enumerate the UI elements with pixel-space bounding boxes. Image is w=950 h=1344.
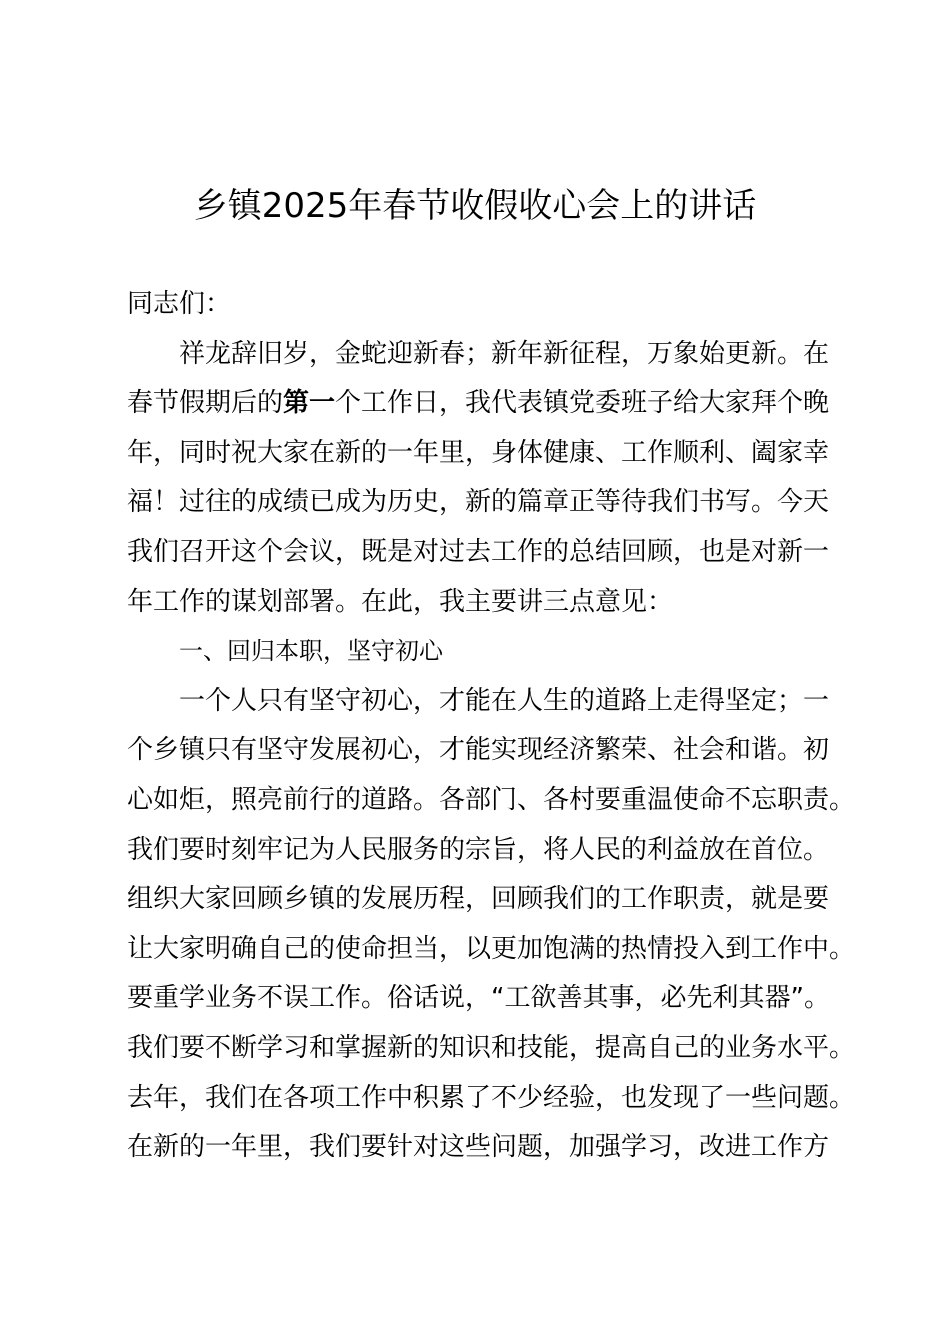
paragraph-line: 年工作的谋划部署。在此，我主要讲三点意见： <box>127 586 674 617</box>
paragraph-intro <box>127 330 847 628</box>
paragraph-line: 福！过往的成绩已成为历史，新的篇章正等待我们书写。今天 <box>127 487 830 518</box>
paragraph-line: 我们召开这个会议，既是对过去工作的总结回顾，也是对新一 <box>127 536 830 567</box>
section-heading: 一、回归本职，坚守初心 <box>179 637 443 666</box>
paragraph-section1 <box>127 677 856 1173</box>
paragraph-line: 去年，我们在各项工作中积累了不少经验，也发现了一些问题。 <box>127 1082 856 1113</box>
paragraph-line: 一个人只有坚守初心，才能在人生的道路上走得坚定；一 <box>179 685 830 716</box>
document-title: 乡镇2025年春节收假收心会上的讲话 <box>193 186 757 226</box>
salutation: 同志们： <box>127 289 232 319</box>
paragraph-line <box>127 379 847 429</box>
paragraph-line: 年，同时祝大家在新的一年里，身体健康、工作顺利、阖家幸 <box>127 437 830 468</box>
paragraph-line: 组织大家回顾乡镇的发展历程，回顾我们的工作职责，就是要 <box>127 884 830 915</box>
paragraph-line: 让大家明确自己的使命担当，以更加饱满的热情投入到工作中。 <box>127 933 856 964</box>
paragraph-line: 在新的一年里，我们要针对这些问题，加强学习，改进工作方 <box>127 1132 830 1163</box>
text-span: 春节假期后的 <box>127 388 284 419</box>
paragraph-line: 个乡镇只有坚守发展初心，才能实现经济繁荣、社会和谐。初 <box>127 735 830 766</box>
paragraph-line: 要重学业务不误工作。俗话说，“工欲善其事，必先利其器”。 <box>127 983 830 1014</box>
bold-text-span: 第一 <box>283 388 336 419</box>
paragraph-line: 我们要时刻牢记为人民服务的宗旨，将人民的利益放在首位。 <box>127 834 830 865</box>
paragraph-line: 祥龙辞旧岁，金蛇迎新春；新年新征程，万象始更新。在 <box>179 338 830 369</box>
text-span: 个工作日，我代表镇党委班子给大家拜个晚 <box>335 388 830 419</box>
paragraph-line: 心如炬，照亮前行的道路。各部门、各村要重温使命不忘职责。 <box>127 784 856 815</box>
paragraph-line: 我们要不断学习和掌握新的知识和技能，提高自己的业务水平。 <box>127 1032 856 1063</box>
document-body <box>127 280 856 1173</box>
